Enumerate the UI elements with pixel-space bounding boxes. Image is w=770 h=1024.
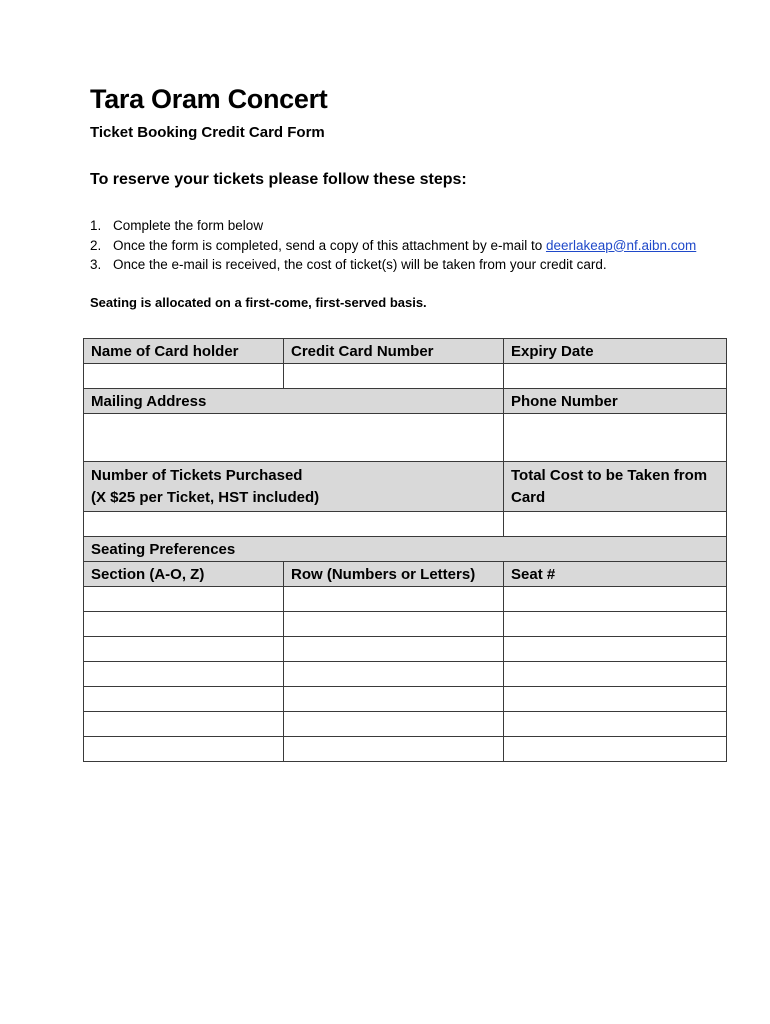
step-number: 1.	[90, 218, 102, 233]
step-item	[90, 236, 696, 256]
seat-label: Seat #	[504, 562, 727, 587]
row-field[interactable]	[284, 587, 504, 612]
mailing-address-field[interactable]	[84, 414, 504, 462]
seating-preferences-label: Seating Preferences	[84, 537, 727, 562]
page-subtitle: Ticket Booking Credit Card Form	[90, 124, 325, 141]
seat-field[interactable]	[504, 662, 727, 687]
section-field[interactable]	[84, 712, 284, 737]
seat-field[interactable]	[504, 587, 727, 612]
section-field[interactable]	[84, 612, 284, 637]
row-label: Row (Numbers or Letters)	[284, 562, 504, 587]
row-field[interactable]	[284, 737, 504, 762]
phone-number-label: Phone Number	[504, 389, 727, 414]
seating-row	[84, 662, 727, 687]
step-item	[90, 216, 696, 236]
seat-field[interactable]	[504, 612, 727, 637]
card-holder-label: Name of Card holder	[84, 339, 284, 364]
seating-row	[84, 737, 727, 762]
seating-row	[84, 637, 727, 662]
section-field[interactable]	[84, 662, 284, 687]
seat-field[interactable]	[504, 637, 727, 662]
page-title: Tara Oram Concert	[90, 84, 328, 114]
section-field[interactable]	[84, 737, 284, 762]
row-field[interactable]	[284, 687, 504, 712]
row-field[interactable]	[284, 662, 504, 687]
tickets-label-line: Number of Tickets Purchased	[91, 466, 303, 484]
section-field[interactable]	[84, 637, 284, 662]
card-number-label: Credit Card Number	[284, 339, 504, 364]
total-cost-label: Total Cost to be Taken from Card	[504, 462, 727, 512]
step-number: 2.	[90, 237, 102, 253]
seating-row	[84, 612, 727, 637]
seat-field[interactable]	[504, 687, 727, 712]
step-text: Once the form is completed, send a copy of this attachment by e-mail to	[113, 237, 546, 253]
expiry-date-label: Expiry Date	[504, 339, 727, 364]
card-holder-field[interactable]	[84, 364, 284, 389]
total-cost-field[interactable]	[504, 512, 727, 537]
seating-row	[84, 712, 727, 737]
seating-row	[84, 687, 727, 712]
row-field[interactable]	[284, 712, 504, 737]
step-number: 3.	[90, 257, 102, 272]
seating-note: Seating is allocated on a first-come, first-served basis.	[90, 295, 427, 310]
seat-field[interactable]	[504, 712, 727, 737]
tickets-price-line: (X $25 per Ticket, HST included)	[91, 488, 320, 506]
step-text: Complete the form below	[113, 218, 264, 233]
tickets-purchased-label	[84, 462, 504, 512]
seating-row	[84, 587, 727, 612]
seat-field[interactable]	[504, 737, 727, 762]
step-text: Once the e-mail is received, the cost of ticket(s) will be taken from your credit card.	[113, 257, 607, 272]
tickets-purchased-field[interactable]	[84, 512, 504, 537]
section-label: Section (A-O, Z)	[84, 562, 284, 587]
mailing-address-label: Mailing Address	[84, 389, 504, 414]
section-field[interactable]	[84, 687, 284, 712]
row-field[interactable]	[284, 612, 504, 637]
row-field[interactable]	[284, 637, 504, 662]
steps-heading: To reserve your tickets please follow these steps:	[90, 171, 467, 188]
booking-form-table	[83, 338, 727, 762]
expiry-date-field[interactable]	[504, 364, 727, 389]
email-link[interactable]: deerlakeap@nf.aibn.com	[545, 237, 697, 253]
section-field[interactable]	[84, 587, 284, 612]
phone-number-field[interactable]	[504, 414, 727, 462]
step-item	[90, 255, 696, 275]
card-number-field[interactable]	[284, 364, 504, 389]
steps-list	[90, 216, 696, 275]
